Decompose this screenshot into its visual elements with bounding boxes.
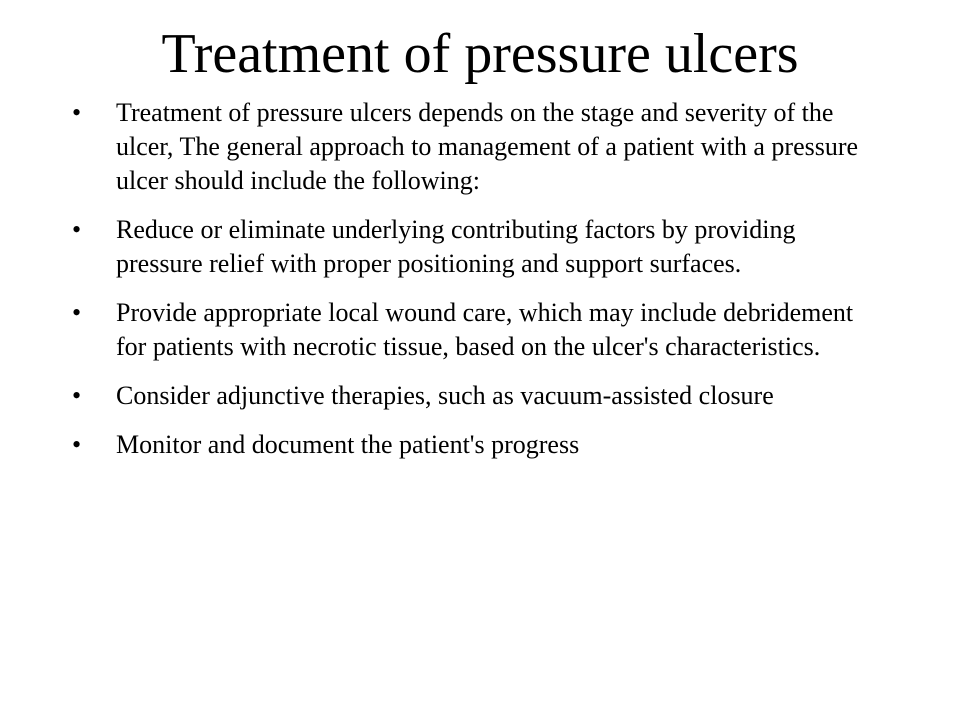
bullet-item: [72, 96, 872, 198]
bullet-item: [72, 213, 872, 281]
bullet-text: Provide appropriate local wound care, which may include debridement for patients with necrotic tissue, based on the ulcer's characteristics.: [116, 298, 854, 361]
bullet-list: [72, 96, 872, 477]
bullet-icon: •: [72, 215, 82, 244]
bullet-text: Treatment of pressure ulcers depends on the stage and severity of the ulcer, The general approach to management of a patient with a pressure ulcer should include the following:: [116, 98, 859, 195]
bullet-icon: •: [72, 430, 82, 459]
bullet-text: Reduce or eliminate underlying contributing factors by providing pressure relief with proper positioning and support surfaces.: [116, 215, 796, 278]
bullet-item: [72, 379, 872, 413]
bullet-text: Consider adjunctive therapies, such as vacuum-assisted closure: [116, 381, 774, 410]
bullet-item: [72, 428, 872, 462]
bullet-text: Monitor and document the patient's progress: [116, 430, 580, 459]
bullet-icon: •: [72, 298, 82, 327]
bullet-icon: •: [72, 381, 82, 410]
slide-title: Treatment of pressure ulcers: [161, 23, 799, 85]
bullet-icon: •: [72, 98, 82, 127]
bullet-item: [72, 296, 872, 364]
